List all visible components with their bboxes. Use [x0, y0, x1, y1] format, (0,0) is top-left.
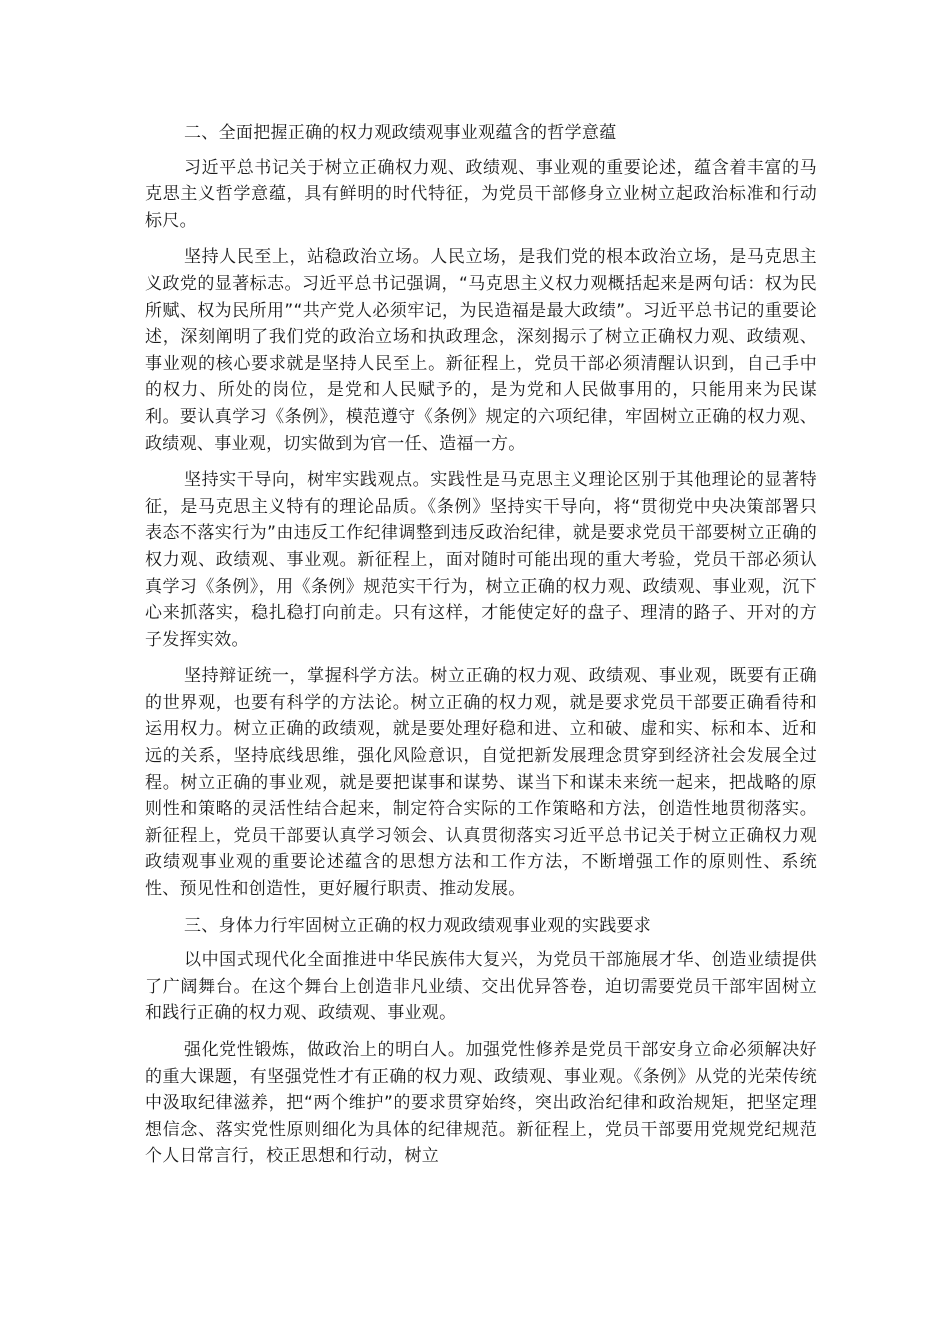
paragraph-intro: 习近平总书记关于树立正确权力观、政绩观、事业观的重要论述，蕴含着丰富的马克思主义哲学意蕴，具有鲜明的时代特征，为党员干部修身立业树立起政治标准和行动标尺。: [145, 157, 817, 231]
section-heading-two: 二、全面把握正确的权力观政绩观事业观蕴含的哲学意蕴: [184, 123, 617, 143]
document-page: [145, 120, 817, 1180]
paragraph-party-spirit: 强化党性锻炼，做政治上的明白人。加强党性修养是党员干部安身立命必须解决好的重大课题，有坚强党性才有正确的权力观、政绩观、事业观。《条例》从党的光荣传统中汲取纪律滋养，把“两个维护”的要求贯穿始终，突出政治纪律和政治规矩，把坚定理想信念、落实党性原则细化为具体的纪律规范。新征程上，党员干部要用党规党纪规范个人日常言行，校正思想和行动，树立: [145, 1040, 817, 1167]
paragraph-modernization: 以中国式现代化全面推进中华民族伟大复兴，为党员干部施展才华、创造业绩提供了广阔舞台。在这个舞台上创造非凡业绩、交出优异答卷，迫切需要党员干部牢固树立和践行正确的权力观、政绩观、事业观。: [145, 950, 817, 1024]
paragraph-practical-orientation: 坚持实干导向，树牢实践观点。实践性是马克思主义理论区别于其他理论的显著特征，是马克思主义特有的理论品质。《条例》坚持实干导向，将“贯彻党中央决策部署只表态不落实行为”由违反工作纪律调整到违反政治纪律，就是要求党员干部要树立正确的权力观、政绩观、事业观。新征程上，面对随时可能出现的重大考验，党员干部必须认真学习《条例》，用《条例》规范实干行为，树立正确的权力观、政绩观、事业观，沉下心来抓落实，稳扎稳打向前走。只有这样，才能使定好的盘子、理清的路子、开对的方子发挥实效。: [145, 470, 817, 650]
section-heading-three: 三、身体力行牢固树立正确的权力观政绩观事业观的实践要求: [184, 915, 652, 936]
paragraph-people-first: 坚持人民至上，站稳政治立场。人民立场，是我们党的根本政治立场，是马克思主义政党的显著标志。习近平总书记强调，“马克思主义权力观概括起来是两句话：权为民所赋、权为民所用”“共产党人必须牢记，为民造福是最大政绩”。习近平总书记的重要论述，深刻阐明了我们党的政治立场和执政理念，深刻揭示了树立正确权力观、政绩观、事业观的核心要求就是坚持人民至上。新征程上，党员干部必须清醒认识到，自己手中的权力、所处的岗位，是党和人民赋予的，是为党和人民做事用的，只能用来为民谋利。要认真学习《条例》，模范遵守《条例》规定的六项纪律，牢固树立正确的权力观、政绩观、事业观，切实做到为官一任、造福一方。: [145, 247, 817, 454]
paragraph-dialectical-unity: 坚持辩证统一，掌握科学方法。树立正确的权力观、政绩观、事业观，既要有正确的世界观，也要有科学的方法论。树立正确的权力观，就是要求党员干部要正确看待和运用权力。树立正确的政绩观，就是要处理好稳和进、立和破、虚和实、标和本、近和远的关系，坚持底线思维，强化风险意识，自觉把新发展理念贯穿到经济社会发展全过程。树立正确的事业观，就是要把谋事和谋势、谋当下和谋未来统一起来，把战略的原则性和策略的灵活性结合起来，制定符合实际的工作策略和方法，创造性地贯彻落实。新征程上，党员干部要认真学习领会、认真贯彻落实习近平总书记关于树立正确权力观政绩观事业观的重要论述蕴含的思想方法和工作方法，不断增强工作的原则性、系统性、预见性和创造性，更好履行职责、推动发展。: [145, 666, 817, 900]
